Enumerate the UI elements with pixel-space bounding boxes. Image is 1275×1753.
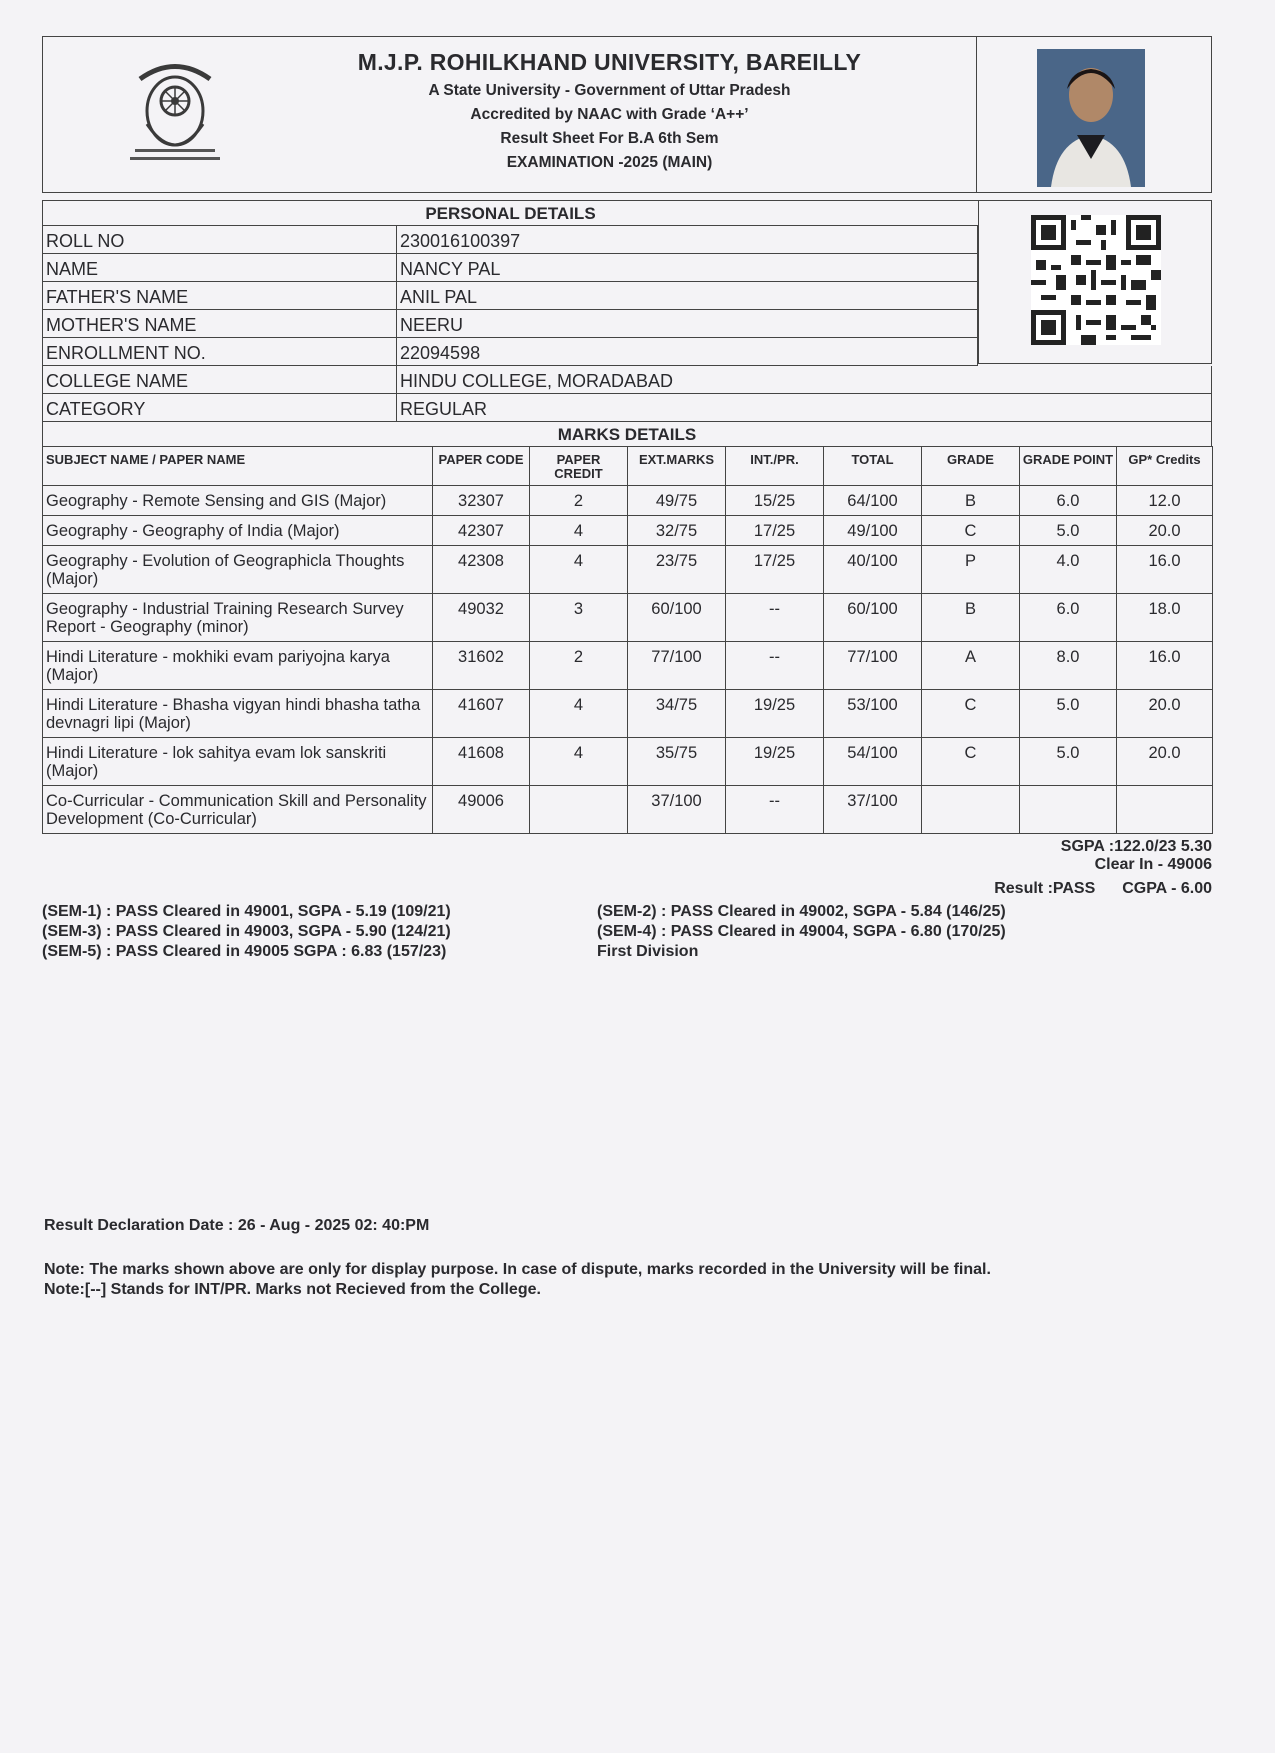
gp-credits-cell: 20.0 (1117, 516, 1213, 546)
col-paper-credit: PAPER CREDIT (530, 447, 628, 486)
grade-point-cell: 8.0 (1020, 642, 1117, 690)
subject-cell: Hindi Literature - Bhasha vigyan hindi bhasha tatha devnagri lipi (Major) (43, 690, 433, 738)
semester-line: (SEM-1) : PASS Cleared in 49001, SGPA - 5.19 (109/21) (42, 903, 451, 920)
cgpa: CGPA - 6.00 (1122, 880, 1212, 897)
personal-details-title: PERSONAL DETAILS (43, 201, 978, 226)
division: First Division (597, 943, 699, 960)
int-pr-cell: 17/25 (726, 516, 824, 546)
university-logo (105, 49, 245, 169)
paper-credit-cell: 4 (530, 690, 628, 738)
grade-cell: P (922, 546, 1020, 594)
clear-in: Clear In - 49006 (1094, 856, 1212, 873)
marks-row (43, 594, 1213, 642)
col-int-pr: INT./PR. (726, 447, 824, 486)
marks-row (43, 738, 1213, 786)
header (42, 36, 1212, 193)
paper-credit-cell: 2 (530, 486, 628, 516)
footer-notes (44, 1260, 1214, 1300)
paper-code-cell: 31602 (433, 642, 530, 690)
detail-label: ENROLLMENT NO. (43, 338, 397, 365)
detail-value: REGULAR (400, 399, 488, 419)
total-cell: 49/100 (824, 516, 922, 546)
grade-point-cell: 4.0 (1020, 546, 1117, 594)
photo-box (976, 37, 1211, 192)
gp-credits-cell: 20.0 (1117, 690, 1213, 738)
col-gp-credits: GP* Credits (1117, 447, 1213, 486)
marks-row (43, 690, 1213, 738)
note-display-purpose: Note: The marks shown above are only for display purpose. In case of dispute, marks recorded in the University will be final. (44, 1261, 991, 1278)
col-total: TOTAL (824, 447, 922, 486)
detail-label: COLLEGE NAME (43, 366, 397, 393)
marks-row (43, 486, 1213, 516)
grade-point-cell: 6.0 (1020, 594, 1117, 642)
int-pr-cell: 19/25 (726, 690, 824, 738)
gp-credits-cell: 16.0 (1117, 642, 1213, 690)
paper-code-cell: 49006 (433, 786, 530, 834)
marks-row (43, 516, 1213, 546)
detail-row (43, 226, 978, 254)
paper-credit-cell: 4 (530, 546, 628, 594)
gp-credits-cell: 12.0 (1117, 486, 1213, 516)
marks-row (43, 642, 1213, 690)
detail-row (43, 366, 1211, 394)
grade-point-cell (1020, 786, 1117, 834)
paper-code-cell: 42308 (433, 546, 530, 594)
int-pr-cell: 19/25 (726, 738, 824, 786)
grade-cell: C (922, 516, 1020, 546)
university-name: M.J.P. ROHILKHAND UNIVERSITY, BAREILLY (357, 49, 862, 75)
declaration-date: Result Declaration Date : 26 - Aug - 2025 02: 40:PM (44, 1217, 430, 1234)
grade-cell: A (922, 642, 1020, 690)
marks-row (43, 786, 1213, 834)
ext-marks-cell: 34/75 (628, 690, 726, 738)
paper-code-cell: 41608 (433, 738, 530, 786)
subject-cell: Co-Curricular - Communication Skill and Personality Development (Co-Curricular) (43, 786, 433, 834)
detail-label: FATHER'S NAME (43, 282, 397, 309)
detail-value: 22094598 (397, 338, 978, 365)
total-cell: 77/100 (824, 642, 922, 690)
col-paper-code: PAPER CODE (433, 447, 530, 486)
total-cell: 60/100 (824, 594, 922, 642)
gp-credits-cell: 20.0 (1117, 738, 1213, 786)
detail-value: 230016100397 (397, 226, 978, 253)
semester-line: (SEM-4) : PASS Cleared in 49004, SGPA - 6.80 (170/25) (597, 923, 1006, 940)
semester-history (42, 902, 1212, 962)
semester-line: (SEM-2) : PASS Cleared in 49002, SGPA - 5.84 (146/25) (597, 903, 1006, 920)
subject-cell: Geography - Evolution of Geographicla Thoughts (Major) (43, 546, 433, 594)
grade-cell: C (922, 690, 1020, 738)
sheet-title: Result Sheet For B.A 6th Sem (500, 130, 719, 147)
sgpa: SGPA :122.0/23 5.30 (1060, 838, 1212, 855)
total-cell: 64/100 (824, 486, 922, 516)
total-cell: 37/100 (824, 786, 922, 834)
ext-marks-cell: 35/75 (628, 738, 726, 786)
detail-row (43, 310, 978, 338)
detail-label: MOTHER'S NAME (43, 310, 397, 337)
grade-cell (922, 786, 1020, 834)
paper-code-cell: 32307 (433, 486, 530, 516)
ext-marks-cell: 77/100 (628, 642, 726, 690)
subject-cell: Geography - Remote Sensing and GIS (Major) (43, 486, 433, 516)
student-photo (1037, 49, 1145, 187)
paper-credit-cell: 4 (530, 516, 628, 546)
paper-credit-cell: 3 (530, 594, 628, 642)
gp-credits-cell: 16.0 (1117, 546, 1213, 594)
ext-marks-cell: 37/100 (628, 786, 726, 834)
header-main (43, 37, 976, 192)
int-pr-cell: -- (726, 594, 824, 642)
paper-credit-cell (530, 786, 628, 834)
subject-cell: Geography - Geography of India (Major) (43, 516, 433, 546)
gp-credits-cell (1117, 786, 1213, 834)
result-line (42, 880, 1212, 898)
col-grade-point: GRADE POINT (1020, 447, 1117, 486)
grade-point-cell: 5.0 (1020, 516, 1117, 546)
col-subject: SUBJECT NAME / PAPER NAME (43, 447, 433, 486)
detail-value: NEERU (397, 310, 978, 337)
detail-label: ROLL NO (43, 226, 397, 253)
subject-cell: Hindi Literature - lok sahitya evam lok sanskriti (Major) (43, 738, 433, 786)
subject-cell: Geography - Industrial Training Research Survey Report - Geography (minor) (43, 594, 433, 642)
detail-value: NANCY PAL (397, 254, 978, 281)
grade-cell: B (922, 594, 1020, 642)
col-ext-marks: EXT.MARKS (628, 447, 726, 486)
marks-body (43, 486, 1213, 834)
grade-point-cell: 5.0 (1020, 690, 1117, 738)
paper-code-cell: 42307 (433, 516, 530, 546)
exam-title: EXAMINATION -2025 (MAIN) (506, 154, 713, 171)
total-cell: 54/100 (824, 738, 922, 786)
paper-credit-cell: 2 (530, 642, 628, 690)
detail-row (43, 282, 978, 310)
grade-point-cell: 6.0 (1020, 486, 1117, 516)
detail-value: ANIL PAL (397, 282, 978, 309)
gp-credits-cell: 18.0 (1117, 594, 1213, 642)
ext-marks-cell: 49/75 (628, 486, 726, 516)
ext-marks-cell: 60/100 (628, 594, 726, 642)
personal-details-continued (42, 366, 1212, 446)
marks-table (42, 446, 1213, 834)
ext-marks-cell: 32/75 (628, 516, 726, 546)
int-pr-cell: -- (726, 786, 824, 834)
qr-box (978, 200, 1212, 364)
detail-label: NAME (43, 254, 397, 281)
marks-details-title: MARKS DETAILS (557, 425, 697, 444)
col-grade: GRADE (922, 447, 1020, 486)
int-pr-cell: -- (726, 642, 824, 690)
grade-cell: B (922, 486, 1020, 516)
ext-marks-cell: 23/75 (628, 546, 726, 594)
detail-row (43, 338, 978, 366)
result-sheet (42, 36, 1212, 1298)
detail-label: CATEGORY (43, 394, 397, 421)
marks-row (43, 546, 1213, 594)
int-pr-cell: 15/25 (726, 486, 824, 516)
note-int-pr: Note:[--] Stands for INT/PR. Marks not Recieved from the College. (44, 1281, 541, 1298)
personal-details-section (42, 200, 1212, 366)
grade-cell: C (922, 738, 1020, 786)
state-line: A State University - Government of Uttar Pradesh (428, 82, 791, 99)
qr-code (1031, 215, 1161, 345)
detail-value: HINDU COLLEGE, MORADABAD (400, 371, 674, 391)
total-cell: 53/100 (824, 690, 922, 738)
detail-row (43, 254, 978, 282)
paper-credit-cell: 4 (530, 738, 628, 786)
detail-row (43, 394, 1211, 422)
semester-line: (SEM-5) : PASS Cleared in 49005 SGPA : 6.83 (157/23) (42, 943, 447, 960)
total-cell: 40/100 (824, 546, 922, 594)
semester-line: (SEM-3) : PASS Cleared in 49003, SGPA - 5.90 (124/21) (42, 923, 451, 940)
marks-header-row (43, 447, 1213, 486)
paper-code-cell: 49032 (433, 594, 530, 642)
subject-cell: Hindi Literature - mokhiki evam pariyojna karya (Major) (43, 642, 433, 690)
paper-code-cell: 41607 (433, 690, 530, 738)
result-status: Result :PASS (994, 880, 1096, 897)
grade-point-cell: 5.0 (1020, 738, 1117, 786)
int-pr-cell: 17/25 (726, 546, 824, 594)
accreditation: Accredited by NAAC with Grade ‘A++’ (470, 106, 749, 123)
